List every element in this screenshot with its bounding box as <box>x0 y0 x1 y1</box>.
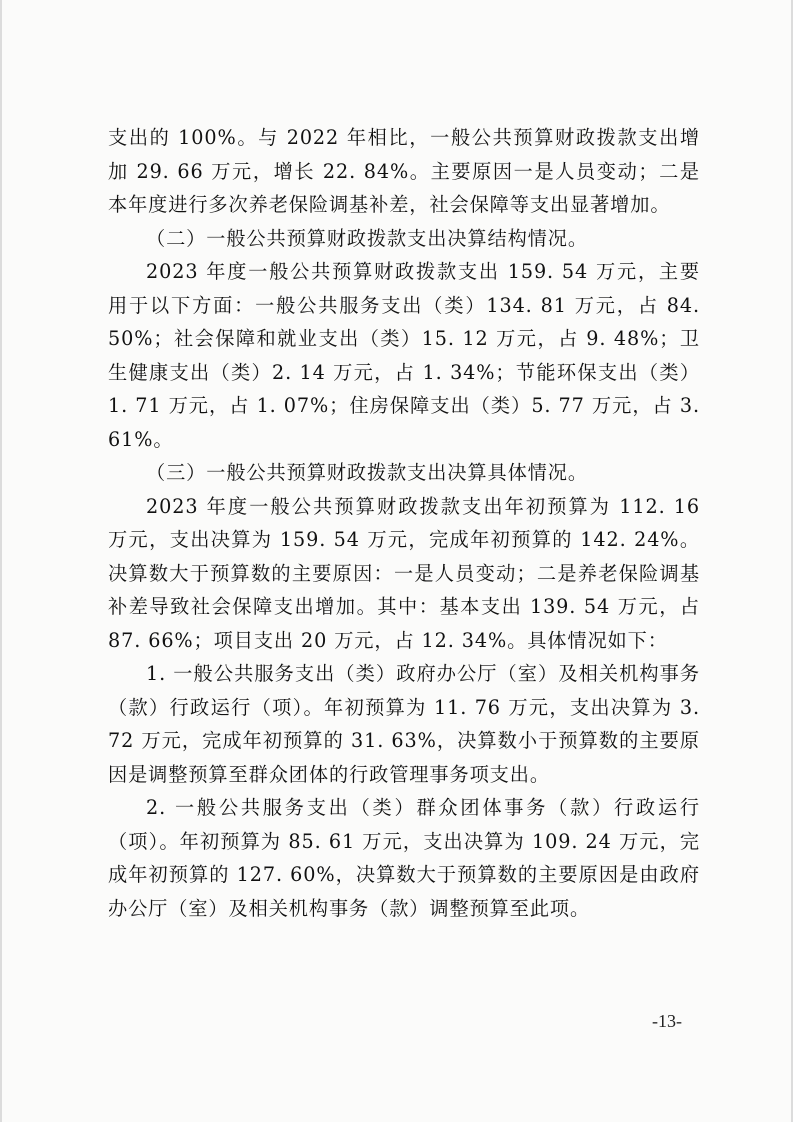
paragraph-item-2: 2. 一般公共服务支出（类）群众团体事务（款）行政运行（项）。年初预算为 85. 61 万元，支出决算为 109. 24 万元，完成年初预算的 127. 60%，决算数大于预算数的主要原因是由政府办公厅（室）及相关机构事务（款）调整预算至此项。 <box>108 796 700 920</box>
section-heading-2: （二）一般公共预算财政拨款支出决算结构情况。 <box>146 226 588 250</box>
page-edge-left <box>0 0 2 1122</box>
paragraph-item-1: 1. 一般公共服务支出（类）政府办公厅（室）及相关机构事务（款）行政运行（项）。年初预算为 11. 76 万元，支出决算为 3. 72 万元，完成年初预算的 31. 63%，决算数小于预算数的主要原因是调整预算至群众团体的行政管理事务项支出。 <box>108 662 700 786</box>
paragraph-structure: 2023 年度一般公共预算财政拨款支出 159. 54 万元，主要用于以下方面：一般公共服务支出（类）134. 81 万元，占 84. 50%；社会保障和就业支出（类）15. 12 万元，占 9. 48%；卫生健康支出（类）2. 14 万元，占 1. 34%；节能环保支出（类）1. 71 万元，占 1. 07%；住房保障支出（类）5. 77 万元，占 3. 61%。 <box>108 260 700 451</box>
page-number: -13- <box>652 1011 682 1031</box>
paragraph-details: 2023 年度一般公共预算财政拨款支出年初预算为 112. 16 万元，支出决算为 159. 54 万元，完成年初预算的 142. 24%。决算数大于预算数的主要原因：一是人员变动；二是养老保险调基补差导致社会保障支出增加。其中：基本支出 139. 54 万元，占 87. 66%；项目支出 20 万元，占 12. 34%。具体情况如下： <box>108 494 700 652</box>
document-body <box>108 121 700 925</box>
section-heading-3: （三）一般公共预算财政拨款支出决算具体情况。 <box>146 461 588 484</box>
paragraph-continuation: 支出的 100%。与 2022 年相比，一般公共预算财政拨款支出增加 29. 66 万元，增长 22. 84%。主要原因一是人员变动；二是本年度进行多次养老保险调基补差，社会保障等支出显著增加。 <box>108 126 700 216</box>
